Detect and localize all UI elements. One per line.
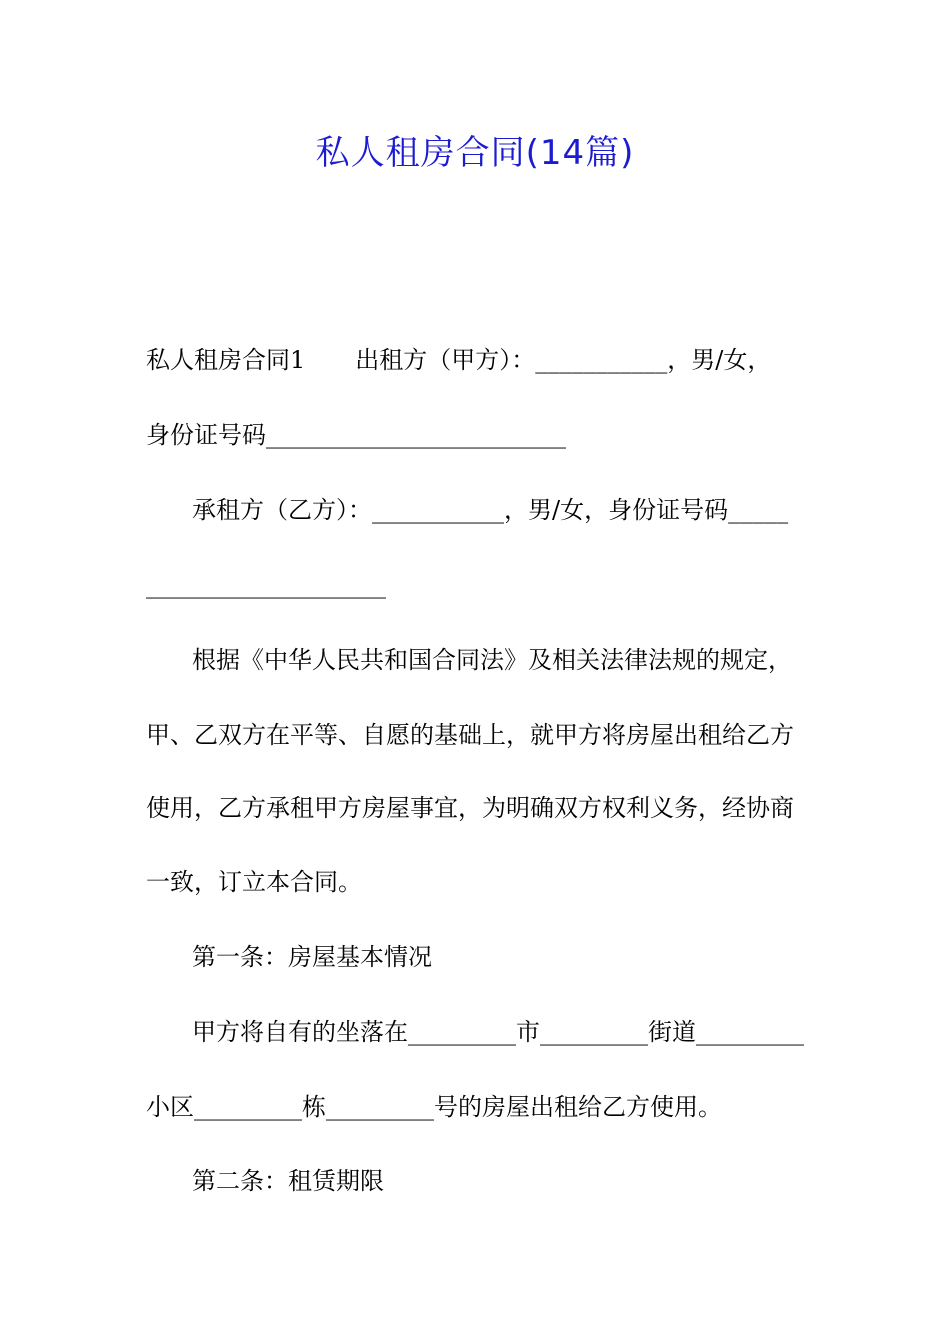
paragraph-line xyxy=(146,342,816,378)
paragraph-line: 一致，订立本合同。 xyxy=(146,868,362,896)
paragraph-line: 甲、乙双方在平等、自愿的基础上，就甲方将房屋出租给乙方 xyxy=(146,721,794,749)
paragraph-line: 小区_________栋_________号的房屋出租给乙方使用。 xyxy=(146,1093,722,1121)
paragraph-line: 甲方将自有的坐落在_________市_________街道_________ xyxy=(192,1018,804,1046)
paragraph-line: 承租方（乙方）：___________，男/女，身份证号码_____ xyxy=(192,496,789,524)
paragraph-line: 身份证号码_________________________ xyxy=(146,421,566,449)
paragraph-line: 根据《中华人民共和国合同法》及相关法律法规的规定， xyxy=(192,646,792,674)
paragraph-line: 使用，乙方承租甲方房屋事宜，为明确双方权利义务，经协商 xyxy=(146,794,794,822)
section-heading: 第一条：房屋基本情况 xyxy=(192,943,432,971)
paragraph-line: ____________________ xyxy=(146,571,386,599)
document-title: 私人租房合同(14篇) xyxy=(315,133,635,173)
section-heading: 第二条：租赁期限 xyxy=(192,1167,384,1195)
contract-heading: 私人租房合同1 xyxy=(146,346,306,374)
lessor-line: 出租方（甲方）：___________，男/女， xyxy=(355,346,772,374)
